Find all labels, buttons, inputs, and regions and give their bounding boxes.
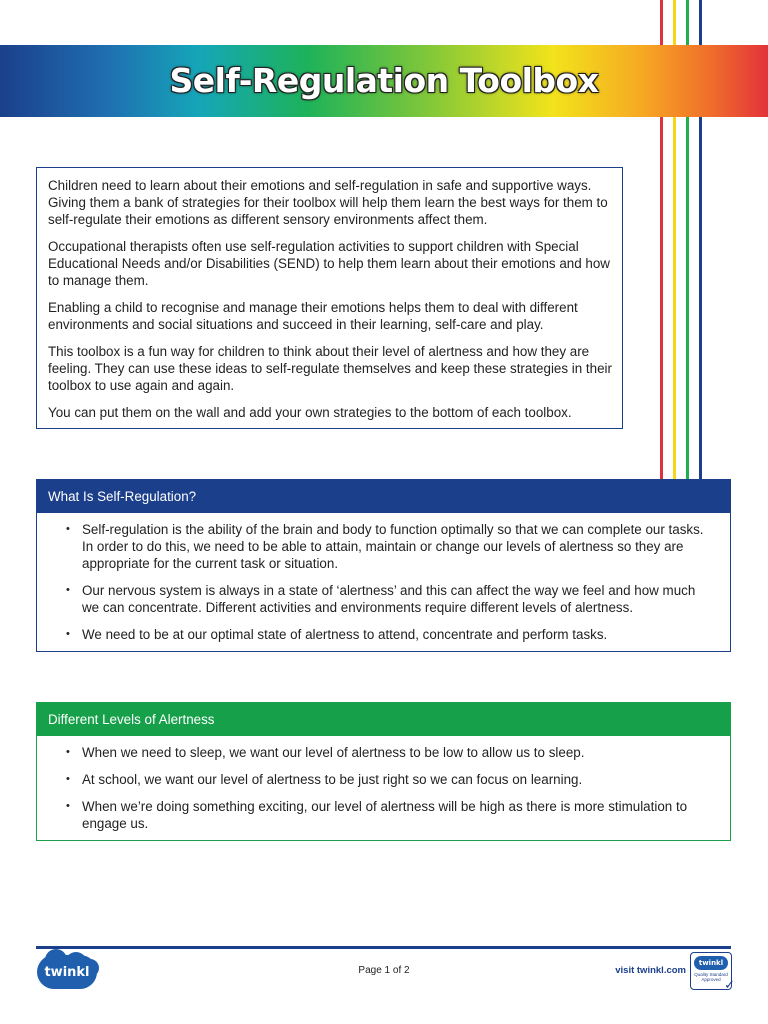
logo-text: twinkl — [44, 965, 90, 980]
what-is-self-regulation-section — [36, 479, 731, 652]
page-title: Self-Regulation Toolbox — [169, 61, 599, 100]
bullet-icon: • — [66, 523, 70, 535]
bullet-list — [37, 513, 730, 643]
section-heading: Different Levels of Alertness — [37, 703, 730, 736]
intro-paragraph: This toolbox is a fun way for children to think about their level of alertness and how they are feeling. They can use these ideas to self-regulate themselves and keep these strategies in their toolbox to use again and again. — [48, 344, 612, 393]
section-heading: What Is Self-Regulation? — [37, 480, 730, 513]
quality-badge — [690, 952, 735, 992]
list-item — [66, 744, 716, 761]
list-item — [66, 582, 716, 616]
intro-paragraph: Enabling a child to recognise and manage their emotions helps them to deal with different environments and social situations and succeed in their learning, self-care and play. — [48, 300, 578, 332]
list-item-text: We need to be at our optimal state of alertness to attend, concentrate and perform tasks. — [82, 627, 608, 642]
list-item-text: Self-regulation is the ability of the brain and body to function optimally so that we can complete our tasks. In order to do this, we need to be able to attain, maintain or change our levels of alertness so they are appropriate for the current task or situation. — [82, 522, 704, 571]
bullet-list — [37, 736, 730, 832]
list-item — [66, 771, 716, 788]
list-item — [66, 521, 716, 572]
list-item — [66, 626, 716, 643]
check-icon: ✓ — [724, 977, 735, 992]
intro-box — [36, 167, 623, 429]
visit-link[interactable]: visit twinkl.com — [615, 965, 686, 976]
badge-caption: Quality Standard Approved — [694, 972, 728, 982]
intro-paragraph: Children need to learn about their emotions and self-regulation in safe and supportive ways. Giving them a bank of strategies for their toolbox will help them learn the best ways for them to self-regulate their emotions as different sensory environments affect them. — [48, 178, 608, 227]
bullet-icon: • — [66, 773, 70, 785]
footer-divider — [36, 946, 731, 949]
intro-paragraph: You can put them on the wall and add your own strategies to the bottom of each toolbox. — [48, 405, 572, 420]
page-number: Page 1 of 2 — [358, 965, 410, 976]
list-item-text: Our nervous system is always in a state of ‘alertness’ and this can affect the way we feel and how much we can concentrate. Different activities and environments require different levels of alertness. — [82, 583, 696, 615]
bullet-icon: • — [66, 584, 70, 596]
levels-of-alertness-section — [36, 702, 731, 841]
twinkl-logo[interactable] — [37, 955, 97, 989]
bullet-icon: • — [66, 628, 70, 640]
list-item-text: When we’re doing something exciting, our level of alertness will be high as there is more stimulation to engage us. — [82, 799, 688, 831]
badge-logo: twinkl — [694, 956, 728, 970]
bullet-icon: • — [66, 746, 70, 758]
bullet-icon: • — [66, 800, 70, 812]
intro-paragraph: Occupational therapists often use self-regulation activities to support children with Special Educational Needs and/or Disabilities (SEND) to help them learn about their emotions and how to manage them. — [48, 239, 610, 288]
list-item — [66, 798, 716, 832]
list-item-text: At school, we want our level of alertness to be just right so we can focus on learning. — [82, 772, 583, 787]
list-item-text: When we need to sleep, we want our level of alertness to be low to allow us to sleep. — [82, 745, 585, 760]
